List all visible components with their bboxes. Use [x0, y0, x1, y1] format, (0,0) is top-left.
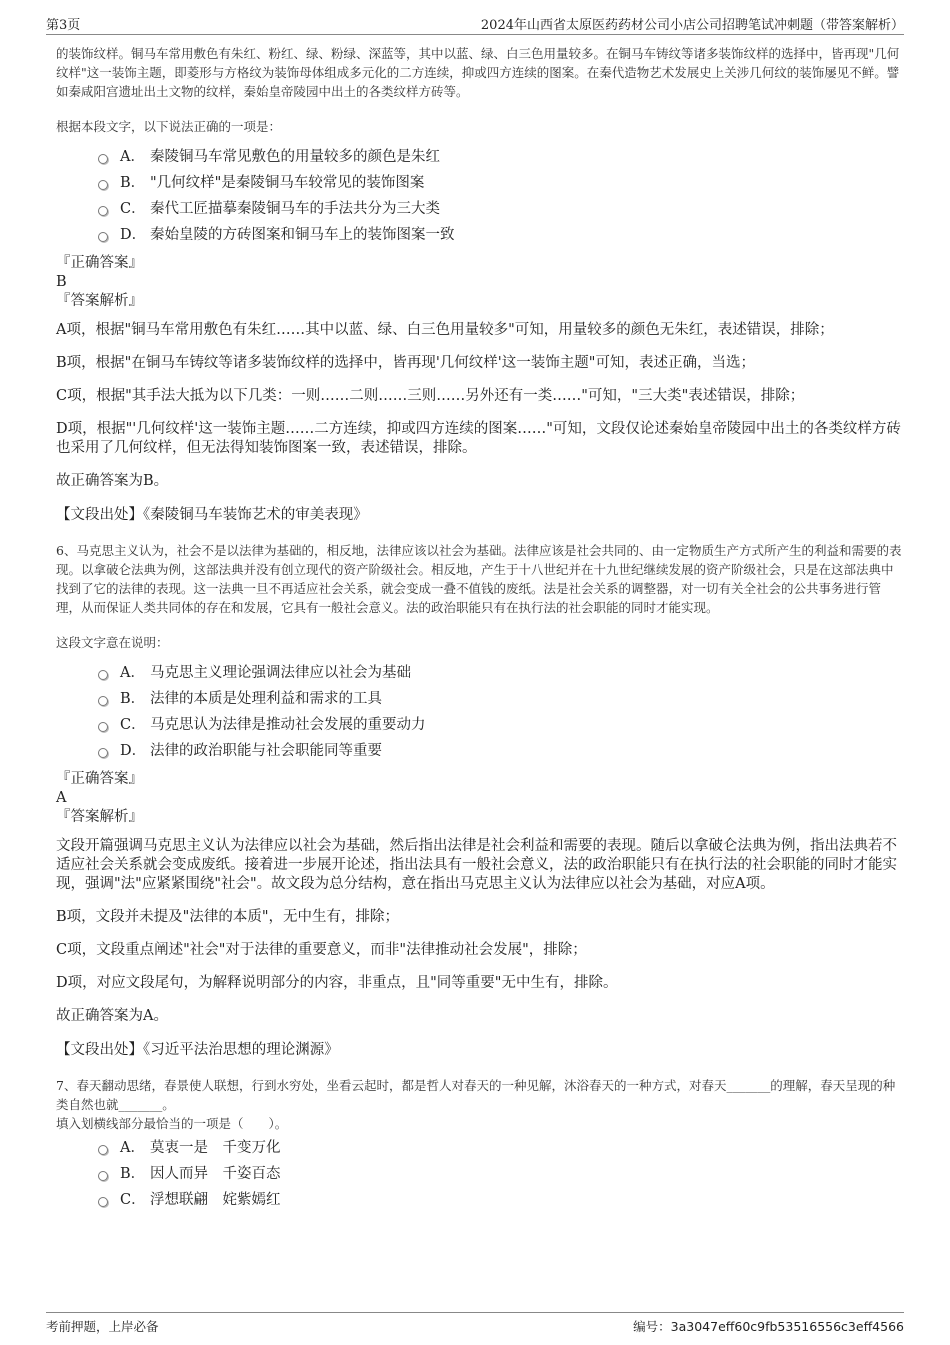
q5-analysis-a: A项，根据"铜马车常用敷色有朱红……其中以蓝、绿、白三色用量较多"可知，用量较多的颜色无朱红，表述错误，排除； — [56, 322, 834, 338]
q5-answer: B — [56, 274, 67, 290]
page-number: 第3页 — [46, 18, 81, 33]
document-body — [56, 44, 904, 1219]
q6-options — [98, 660, 904, 764]
radio-icon[interactable] — [98, 722, 108, 732]
q6-conclusion: 故正确答案为A。 — [56, 1008, 168, 1024]
q6-analysis-b: B项，文段并未提及"法律的本质"，无中生有，排除； — [56, 909, 399, 925]
q6-answer: A — [56, 790, 67, 806]
page-footer — [46, 1312, 904, 1334]
radio-icon[interactable] — [98, 154, 108, 164]
q6-option-d[interactable]: D． 法律的政治职能与社会职能同等重要 — [98, 738, 904, 764]
radio-icon[interactable] — [98, 1145, 108, 1155]
q7-option-b[interactable]: B． 因人而异 千姿百态 — [98, 1161, 904, 1187]
q7-options — [98, 1135, 904, 1213]
q7-prompt: 填入划横线部分最恰当的一项是（ ）。 — [56, 1116, 288, 1131]
q6-option-a[interactable]: A． 马克思主义理论强调法律应以社会为基础 — [98, 660, 904, 686]
q7-option-c[interactable]: C． 浮想联翩 姹紫嫣红 — [98, 1187, 904, 1213]
code-value: 3a3047eff60c9fb53516556c3eff4566 — [670, 1319, 904, 1334]
q5-prompt: 根据本段文字，以下说法正确的一项是： — [56, 119, 282, 134]
radio-icon[interactable] — [98, 1197, 108, 1207]
q5-conclusion: 故正确答案为B。 — [56, 473, 169, 489]
page-header — [46, 12, 904, 35]
q5-analysis-c: C项，根据"其手法大抵为以下几类：一则……二则……三则……另外还有一类……"可知，"三大类"表述错误，排除； — [56, 388, 805, 404]
q5-answer-label: 『正确答案』 — [56, 255, 143, 271]
q6-analysis-d: D项，对应文段尾句，为解释说明部分的内容，非重点，且"同等重要"无中生有，排除。 — [56, 975, 618, 991]
q6-source: 【文段出处】《习近平法治思想的理论渊源》 — [56, 1042, 339, 1058]
q6-option-b[interactable]: B． 法律的本质是处理利益和需求的工具 — [98, 686, 904, 712]
q5-analysis-d: D项，根据"'几何纹样'这一装饰主题……二方连续，抑或四方连续的图案……"可知，文段仅论述秦始皇帝陵园中出土的各类纹样方砖也采用了几何纹样，但无法得知装饰图案一致，表述错误，排除。 — [56, 421, 901, 456]
q5-source: 【文段出处】《秦陵铜马车装饰艺术的审美表现》 — [56, 507, 368, 523]
radio-icon[interactable] — [98, 180, 108, 190]
radio-icon[interactable] — [98, 670, 108, 680]
q5-analysis-b: B项，根据"在铜马车铸纹等诸多装饰纹样的选择中，皆再现'几何纹样'这一装饰主题"可知，表述正确，当选； — [56, 355, 755, 371]
radio-icon[interactable] — [98, 232, 108, 242]
q6-analysis-label: 『答案解析』 — [56, 809, 143, 825]
footer-slogan: 考前押题，上岸必备 — [46, 1319, 159, 1334]
q6-prompt: 这段文字意在说明： — [56, 635, 169, 650]
q5-options — [98, 144, 904, 248]
radio-icon[interactable] — [98, 1171, 108, 1181]
q6-stem: 6、马克思主义认为，社会不是以法律为基础的，相反地，法律应该以社会为基础。法律应该是社会共同的、由一定物质生产方式所产生的利益和需要的表现。以拿破仑法典为例，这部法典并没有创立现代的资产阶级社会。相反地，产生于十八世纪并在十九世纪继续发展的资产阶级社会，只是在这部法典中找到了它的法律的表现。这一法典一旦不再适应社会关系，就会变成一叠不值钱的废纸。法是社会关系的调整器，对一切有关全社会的公共事务进行管理，从而保证人类共同体的存在和发展，它具有一般社会意义。法的政治职能只有在执行法的社会职能的同时才能实现。 — [56, 543, 902, 615]
q7-option-a[interactable]: A． 莫衷一是 千变万化 — [98, 1135, 904, 1161]
q6-answer-label: 『正确答案』 — [56, 771, 143, 787]
q5-option-c[interactable]: C． 秦代工匠描摹秦陵铜马车的手法共分为三大类 — [98, 196, 904, 222]
q6-analysis-main: 文段开篇强调马克思主义认为法律应以社会为基础，然后指出法律是社会利益和需要的表现。随后以拿破仑法典为例，指出法典若不适应社会关系就会变成废纸。接着进一步展开论述，指出法具有一般社会意义，法的政治职能只有在执行法的社会职能的同时才能实现，强调"法"应紧紧围绕"社会"。故文段为总分结构，意在指出马克思主义认为法律应以社会为基础，对应A项。 — [56, 838, 897, 892]
q5-option-d[interactable]: D． 秦始皇陵的方砖图案和铜马车上的装饰图案一致 — [98, 222, 904, 248]
q5-analysis-label: 『答案解析』 — [56, 293, 143, 309]
q6-analysis-c: C项，文段重点阐述"社会"对于法律的重要意义，而非"法律推动社会发展"，排除； — [56, 942, 587, 958]
radio-icon[interactable] — [98, 696, 108, 706]
q5-option-b[interactable]: B． "几何纹样"是秦陵铜马车较常见的装饰图案 — [98, 170, 904, 196]
code-label: 编号： — [633, 1319, 671, 1334]
document-code — [633, 1317, 904, 1335]
radio-icon[interactable] — [98, 748, 108, 758]
passage-continuation: 的装饰纹样。铜马车常用敷色有朱红、粉红、绿、粉绿、深蓝等，其中以蓝、绿、白三色用量较多。在铜马车铸纹等诸多装饰纹样的选择中，皆再现"几何纹样"这一装饰主题，即菱形与方格纹为装饰母体组成多元化的二方连续，抑或四方连续的图案。在秦代造物艺术发展史上关涉几何纹的装饰屡见不鲜。譬如秦咸阳宫遗址出土文物的纹样，秦始皇帝陵园中出土的各类纹样方砖等。 — [56, 46, 900, 99]
radio-icon[interactable] — [98, 206, 108, 216]
document-title: 2024年山西省太原医药药材公司小店公司招聘笔试冲刺题（带答案解析） — [480, 18, 904, 33]
q5-option-a[interactable]: A． 秦陵铜马车常见敷色的用量较多的颜色是朱红 — [98, 144, 904, 170]
q6-option-c[interactable]: C． 马克思认为法律是推动社会发展的重要动力 — [98, 712, 904, 738]
q7-stem: 7、春天翻动思绪，春景使人联想，行到水穷处，坐看云起时，都是哲人对春天的一种见解，沐浴春天的一种方式，对春天_______的理解，春天呈现的种类自然也就_______。 — [56, 1078, 896, 1112]
